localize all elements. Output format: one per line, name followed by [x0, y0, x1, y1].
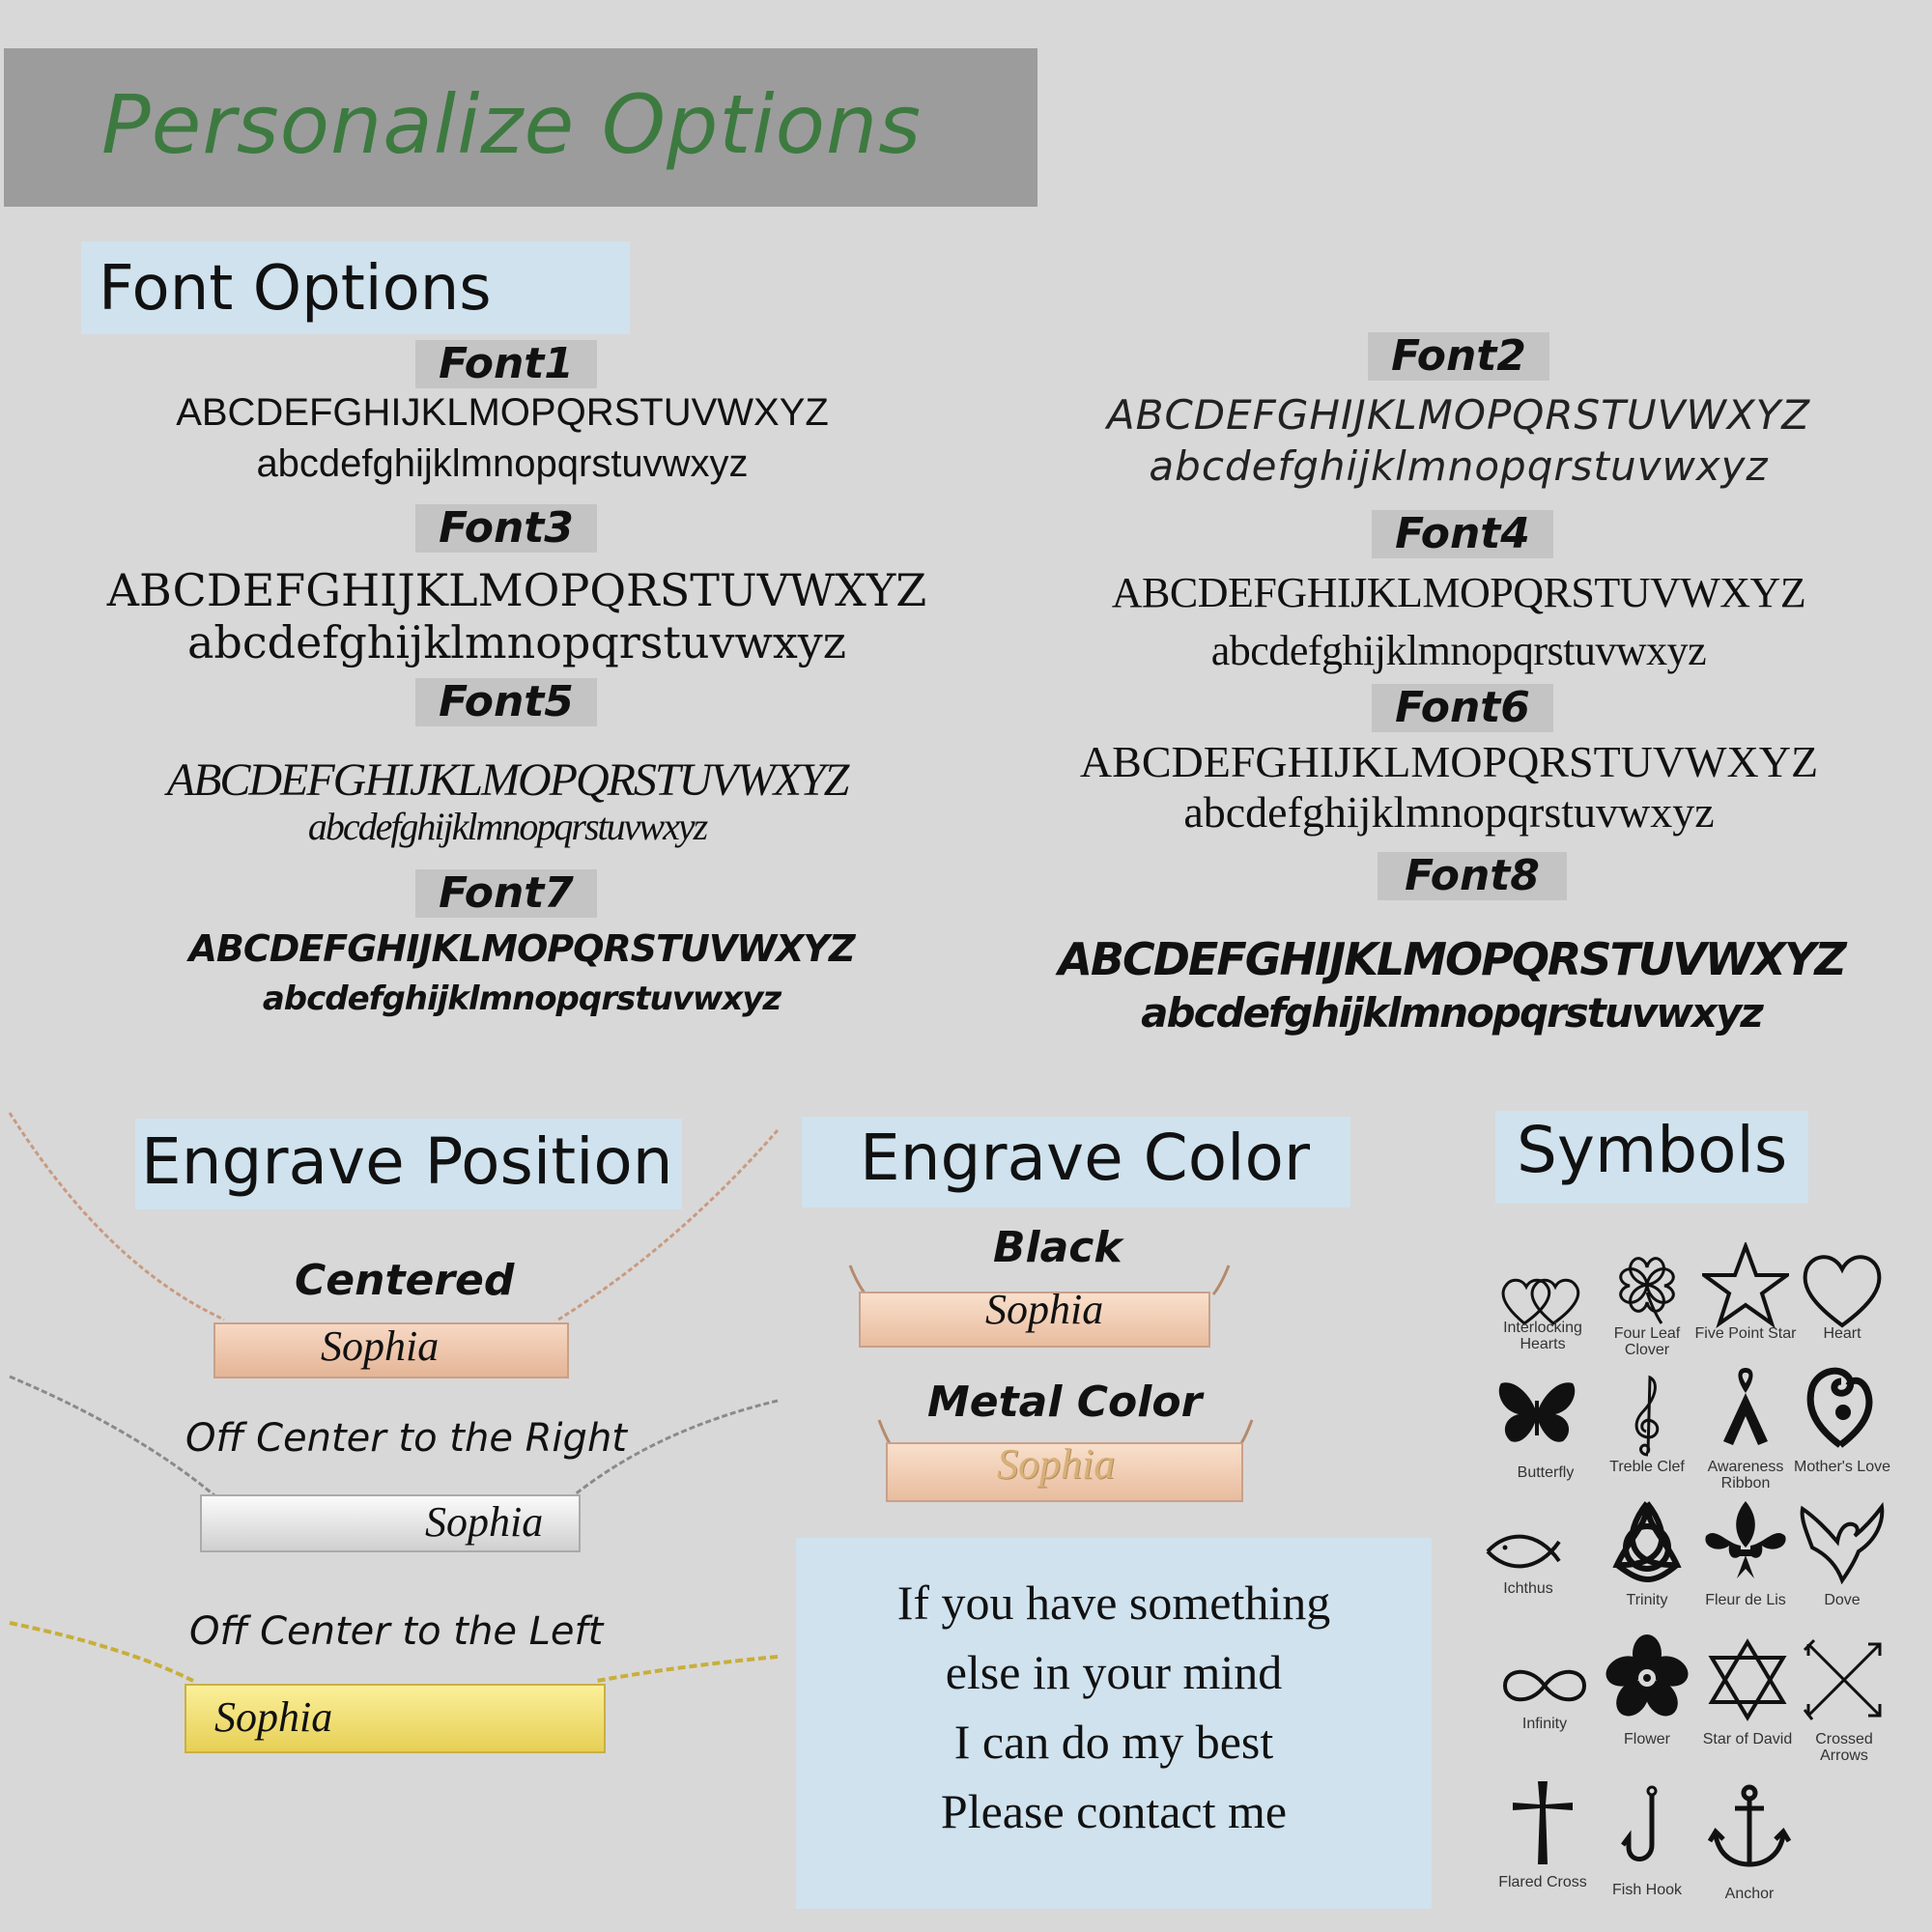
- font3-lower: abcdefghijklmnopqrstuvwxyz: [186, 616, 847, 668]
- font4-upper: ABCDEFGHIJKLMOPQRSTUVWXYZ: [1111, 569, 1806, 616]
- treble-clef-icon: [1604, 1372, 1690, 1459]
- butterfly-icon: [1493, 1372, 1580, 1459]
- symbol-label: Awareness Ribbon: [1707, 1459, 1784, 1492]
- font1-lower: abcdefghijklmnopqrstuvwxyz: [256, 442, 749, 485]
- symbol-label: Butterfly: [1517, 1464, 1575, 1481]
- star-of-david-icon: [1704, 1636, 1791, 1723]
- flower-icon: [1604, 1633, 1690, 1719]
- anchor-icon: [1706, 1783, 1793, 1870]
- symbol-label: Crossed Arrows: [1815, 1731, 1873, 1764]
- symbol-label: Fish Hook: [1611, 1882, 1683, 1898]
- symbol-label: Trinity: [1626, 1592, 1668, 1608]
- engrave-position-title: Engrave Position: [141, 1124, 673, 1199]
- gold-chain-right: [597, 1657, 778, 1681]
- symbol-label: Flower: [1623, 1731, 1670, 1747]
- symbol-label: Five Point Star: [1694, 1325, 1797, 1342]
- font3-label: Font3: [415, 504, 597, 553]
- contact-line-1: If you have something: [896, 1576, 1331, 1630]
- engrave-right-label: Off Center to the Right: [185, 1416, 627, 1461]
- symbol-label: Treble Clef: [1609, 1459, 1685, 1475]
- symbols-title: Symbols: [1517, 1113, 1788, 1187]
- symbol-label: Dove: [1824, 1592, 1861, 1608]
- five-point-star-icon: [1702, 1242, 1789, 1329]
- font6-upper: ABCDEFGHIJKLMOPQRSTUVWXYZ: [1079, 737, 1819, 786]
- fish-hook-icon: [1604, 1783, 1690, 1870]
- font6-lower: abcdefghijklmnopqrstuvwxyz: [1183, 787, 1715, 837]
- silver-chain-left: [10, 1377, 214, 1495]
- font7-upper: ABCDEFGHIJKLMOPQRSTUVWXYZ: [188, 927, 855, 970]
- font1-label: Font1: [415, 340, 597, 388]
- rose-chain-left: [10, 1113, 224, 1320]
- engrave-metal-label: Metal Color: [927, 1378, 1203, 1427]
- awareness-ribbon-icon: [1702, 1364, 1789, 1451]
- engrave-left-label: Off Center to the Left: [189, 1609, 604, 1654]
- font4-label: Font4: [1372, 510, 1553, 558]
- symbol-label: Ichthus: [1503, 1580, 1553, 1597]
- font2-label: Font2: [1368, 332, 1549, 381]
- contact-line-4: Please contact me: [940, 1784, 1288, 1838]
- font5-upper: ABCDEFGHIJKLMOPQRSTUVWXYZ: [166, 754, 848, 806]
- font4-lower: abcdefghijklmnopqrstuvwxyz: [1210, 627, 1707, 674]
- dove-icon: [1799, 1497, 1886, 1584]
- symbol-label: Fleur de Lis: [1705, 1592, 1786, 1608]
- font1-upper: ABCDEFGHIJKLMOPQRSTUVWXYZ: [176, 391, 829, 434]
- symbol-label: Four Leaf Clover: [1613, 1325, 1681, 1358]
- mothers-love-icon: [1797, 1362, 1884, 1449]
- font8-upper: ABCDEFGHIJKLMOPQRSTUVWXYZ: [1058, 933, 1845, 985]
- engrave-black-name: Sophia: [985, 1286, 1104, 1333]
- symbol-label: Flared Cross: [1498, 1874, 1587, 1890]
- symbol-label: Anchor: [1724, 1886, 1775, 1902]
- font2-lower: abcdefghijklmnopqrstuvwxyz: [1149, 442, 1769, 490]
- engrave-centered-name: Sophia: [321, 1322, 440, 1370]
- font8-lower: abcdefghijklmnopqrstuvwxyz: [1141, 989, 1762, 1037]
- rose-chain-right: [558, 1130, 778, 1320]
- font-options-title: Font Options: [99, 253, 492, 325]
- font7-lower: abcdefghijklmnopqrstuvwxyz: [262, 980, 781, 1018]
- four-leaf-clover-icon: [1604, 1244, 1690, 1331]
- engrave-right-name: Sophia: [425, 1498, 544, 1546]
- page-title: Personalize Options: [101, 77, 922, 172]
- symbol-label: Star of David: [1702, 1731, 1793, 1747]
- contact-line-3: I can do my best: [953, 1715, 1274, 1769]
- symbol-label: Infinity: [1521, 1716, 1568, 1732]
- crossed-arrows-icon: [1801, 1636, 1888, 1723]
- engrave-color-title: Engrave Color: [860, 1121, 1310, 1195]
- contact-line-2: else in your mind: [945, 1645, 1283, 1699]
- engrave-black-label: Black: [993, 1223, 1122, 1272]
- fleur-de-lis-icon: [1702, 1497, 1789, 1584]
- symbol-label: Mother's Love: [1794, 1459, 1890, 1475]
- font8-label: Font8: [1378, 852, 1567, 900]
- heart-icon: [1799, 1246, 1886, 1333]
- font5-label: Font5: [415, 678, 597, 726]
- contact-box: [796, 1538, 1432, 1909]
- gold-chain-left: [10, 1623, 193, 1681]
- flared-cross-icon: [1499, 1777, 1586, 1864]
- engrave-metal-name: Sophia: [997, 1440, 1116, 1488]
- font5-lower: abcdefghijklmnopqrstuvwxyz: [307, 805, 707, 848]
- font7-label: Font7: [415, 869, 597, 918]
- symbol-label: Heart: [1823, 1325, 1861, 1342]
- engrave-left-name: Sophia: [214, 1693, 333, 1741]
- trinity-icon: [1604, 1497, 1690, 1584]
- engrave-centered-label: Centered: [295, 1256, 515, 1305]
- font6-label: Font6: [1372, 684, 1553, 732]
- font3-upper: ABCDEFGHIJKLMOPQRSTUVWXYZ: [106, 564, 927, 616]
- font2-upper: ABCDEFGHIJKLMOPQRSTUVWXYZ: [1106, 391, 1811, 439]
- symbol-label: Interlocking Hearts: [1503, 1320, 1582, 1352]
